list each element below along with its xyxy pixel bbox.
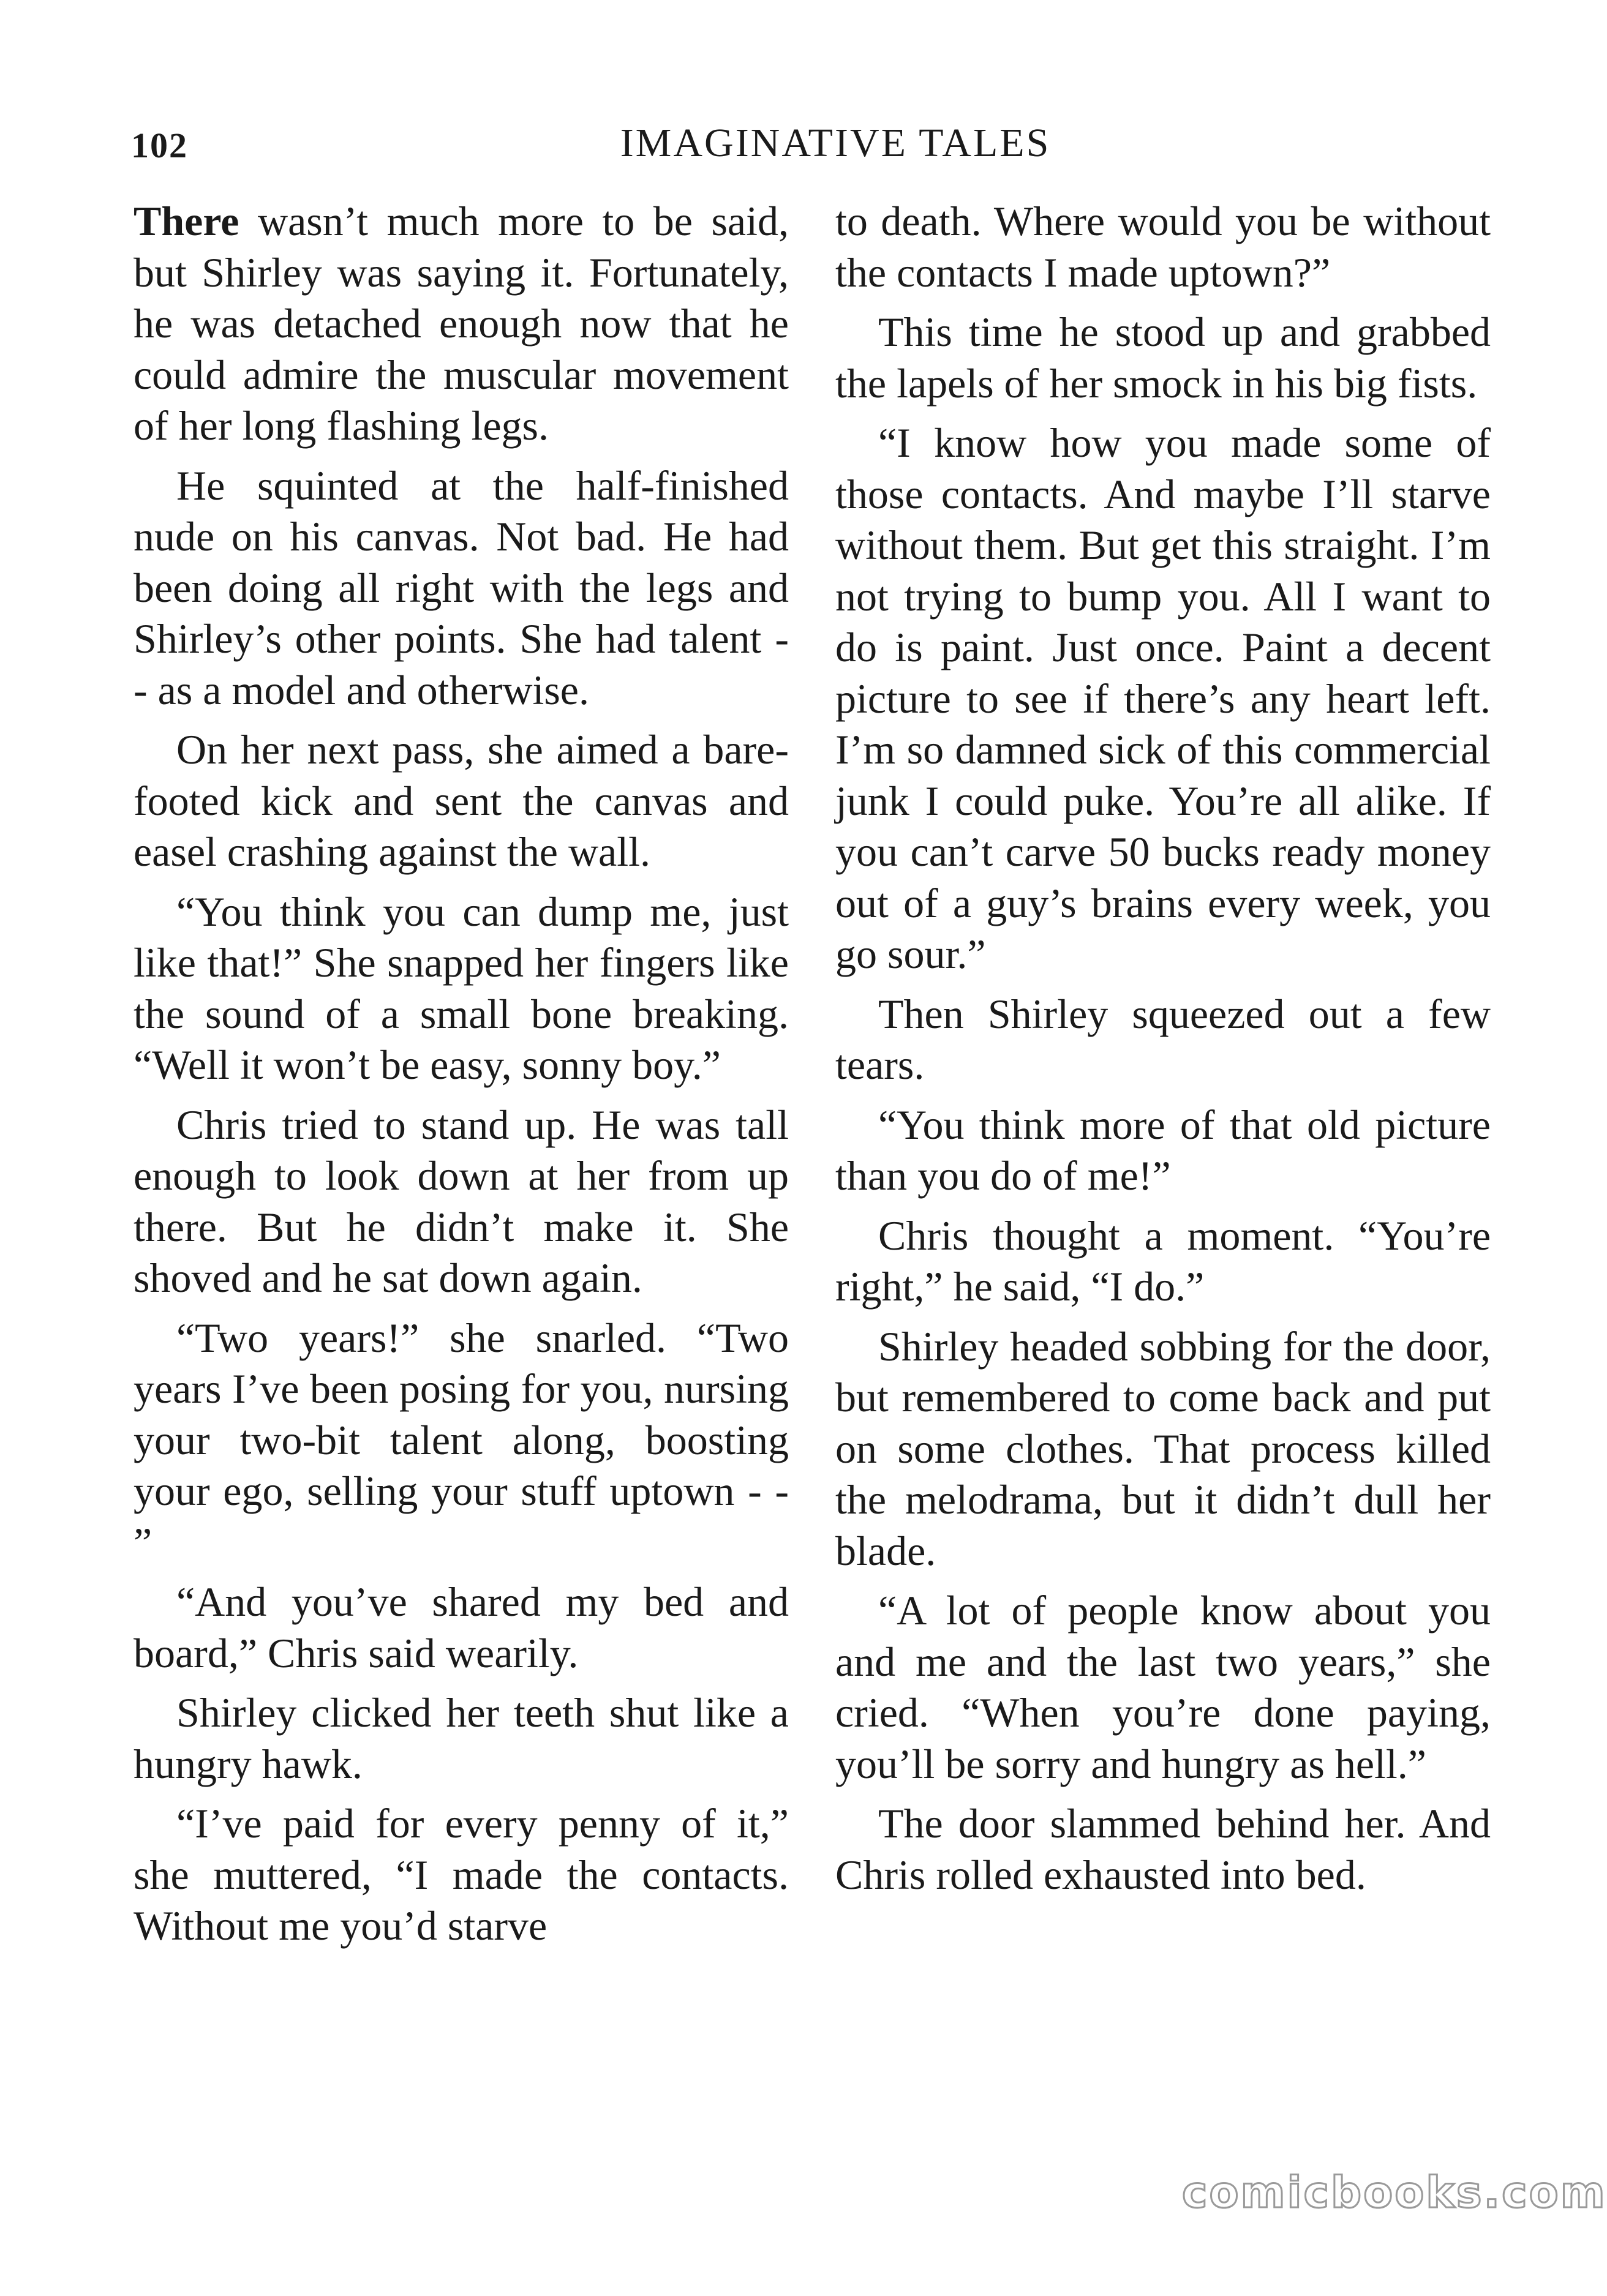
paragraph-lead-word: There xyxy=(134,198,239,244)
paragraph xyxy=(134,196,789,452)
watermark: comicbooks.com xyxy=(1182,2167,1607,2218)
page-header xyxy=(131,120,1491,175)
paragraph-continuation: to death. Where would you be without the contacts I made uptown?” xyxy=(835,198,1491,296)
paragraph: “I know how you made some of those contacts. And maybe I’ll starve without them. But get this straight. I’m not trying to bump you. All I want to do is paint. Just once. Paint a decent picture to see if there’s any heart left. I’m so damned sick of this commercial junk I could puke. You’re all alike. If you can’t carve 50 bucks ready money out of a guy’s brains every week, you go sour.” xyxy=(835,419,1491,977)
running-title: IMAGINATIVE TALES xyxy=(620,121,1051,165)
paragraph: This time he stood up and grabbed the lapels of her smock in his big fists. xyxy=(835,309,1491,407)
paragraph: Shirley headed sobbing for the door, but remembered to come back and put on some clothes. That process killed the melodrama, but it didn’t dull her blade. xyxy=(835,1322,1491,1574)
left-column xyxy=(134,196,789,1960)
page-number: 102 xyxy=(131,126,188,165)
paragraph: “I’ve paid for every penny of it,” she muttered, “I made the contacts. Without me you’d starve xyxy=(134,1800,789,1949)
paragraph: “You think you can dump me, just like that!” She snapped her fingers like the sound of a small bone breaking. “Well it won’t be easy, sonny boy.” xyxy=(134,888,789,1088)
paragraph: Chris tried to stand up. He was tall enough to look down at her from up there. But he didn’t make it. She shoved and he sat down again. xyxy=(134,1101,789,1301)
paragraph: “You think more of that old picture than you do of me!” xyxy=(835,1101,1491,1199)
paragraph: Shirley clicked her teeth shut like a hungry hawk. xyxy=(134,1689,789,1787)
paragraph: The door slammed behind her. And Chris rolled exhausted into bed. xyxy=(835,1800,1491,1898)
paragraph: Chris thought a moment. “You’re right,” he said, “I do.” xyxy=(835,1212,1491,1310)
paragraph: “A lot of people know about you and me and the last two years,” she cried. “When you’re done paying, you’ll be sorry and hungry as hell.” xyxy=(835,1587,1491,1787)
paragraph: “And you’ve shared my bed and board,” Chris said wearily. xyxy=(134,1578,789,1676)
right-column xyxy=(835,196,1491,1909)
paragraph-text: wasn’t much more to be said, but Shirley was saying it. Fortunately, he was detached enough now that he could admire the muscular movement of her long flashing legs. xyxy=(134,198,789,449)
paragraph: On her next pass, she aimed a bare-footed kick and sent the canvas and easel crashing against the wall. xyxy=(134,726,789,875)
paragraph: Then Shirley squeezed out a few tears. xyxy=(835,990,1491,1088)
paragraph: “Two years!” she snarled. “Two years I’ve been posing for you, nursing your two-bit talent along, boosting your ego, selling your stuff uptown - - ” xyxy=(134,1314,789,1566)
paragraph: He squinted at the half-finished nude on his canvas. Not bad. He had been doing all right with the legs and Shirley’s other points. She had talent - - as a model and otherwise. xyxy=(134,462,789,713)
